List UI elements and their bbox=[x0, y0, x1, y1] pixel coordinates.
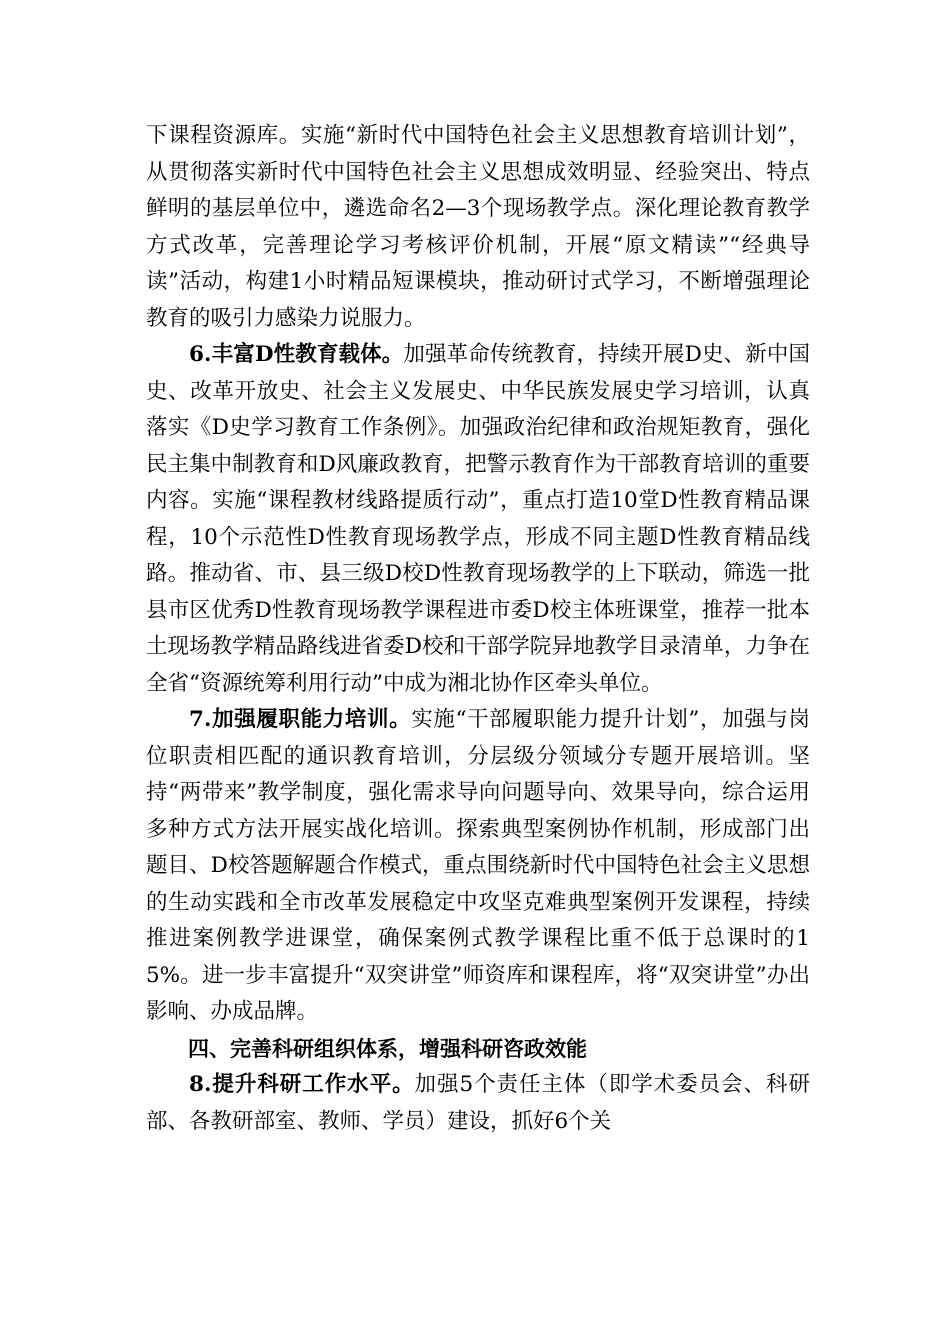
paragraph-2-lead: 6.丰富D性教育载体。 bbox=[189, 342, 404, 367]
paragraph-3-lead: 7.加强履职能力培训。 bbox=[189, 707, 412, 732]
body-paragraph-4 bbox=[146, 1067, 810, 1140]
paragraph-4-text: 加强5个责任主体（即学术委员会、科研部、各教研部室、教师、学员）建设，抓好6个关 bbox=[146, 1072, 810, 1134]
body-paragraph-2 bbox=[146, 337, 810, 702]
body-paragraph-1 bbox=[146, 118, 810, 337]
body-paragraph-3 bbox=[146, 702, 810, 1031]
paragraph-4-lead: 8.提升科研工作水平。 bbox=[189, 1072, 415, 1097]
section-heading: 四、完善科研组织体系，增强科研咨政效能 bbox=[188, 1036, 587, 1061]
document-page bbox=[146, 118, 810, 1140]
paragraph-3-text: 实施“干部履职能力提升计划”，加强与岗位职责相匹配的通识教育培训，分层级分领域分专题开展培训。坚持“两带来”教学制度，强化需求导向问题导向、效果导向，综合运用多种方式方法开展实战化培训。探索典型案例协作机制，形成部门出题目、D校答题解题合作模式，重点围绕新时代中国特色社会主义思想的生动实践和全市改革发展稳定中攻坚克难典型案例开发课程，持续推进案例教学进课堂，确保案例式教学课程比重不低于总课时的15%。进一步丰富提升“双突讲堂”师资库和课程库，将“双突讲堂”办出影响、办成品牌。 bbox=[146, 707, 810, 1024]
paragraph-2-text: 加强革命传统教育，持续开展D史、新中国史、改革开放史、社会主义发展史、中华民族发展史学习培训，认真落实《D史学习教育工作条例》。加强政治纪律和政治规矩教育，强化民主集中制教育和D风廉政教育，把警示教育作为干部教育培训的重要内容。实施“课程教材线路提质行动”，重点打造10堂D性教育精品课程，10个示范性D性教育现场教学点，形成不同主题D性教育精品线路。推动省、市、县三级D校D性教育现场教学的上下联动，筛选一批县市区优秀D性教育现场教学课程进市委D校主体班课堂，推荐一批本土现场教学精品路线进省委D校和干部学院异地教学目录清单，力争在全省“资源统筹利用行动”中成为湘北协作区牵头单位。 bbox=[146, 342, 810, 696]
paragraph-1-text: 下课程资源库。实施“新时代中国特色社会主义思想教育培训计划”，从贯彻落实新时代中国特色社会主义思想成效明显、经验突出、特点鲜明的基层单位中，遴选命名2—3个现场教学点。深化理论教育教学方式改革，完善理论学习考核评价机制，开展“原文精读”“经典导读”活动，构建1小时精品短课模块，推动研讨式学习，不断增强理论教育的吸引力感染力说服力。 bbox=[146, 123, 810, 331]
